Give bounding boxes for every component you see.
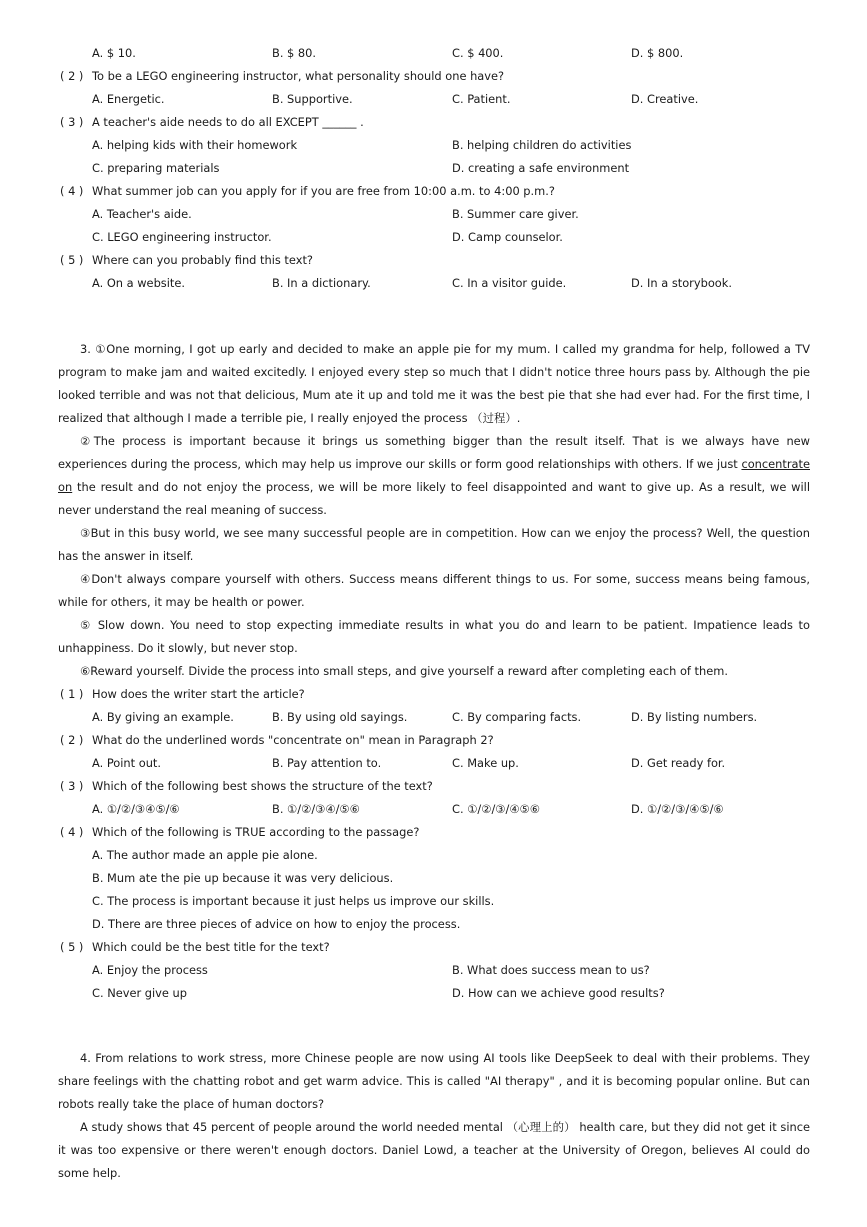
options-row	[0, 272, 867, 294]
options-row	[0, 752, 867, 774]
question-number: ( 3 )	[60, 115, 84, 129]
option[interactable]: A. On a website.	[92, 276, 185, 290]
option[interactable]: B. Supportive.	[272, 92, 353, 106]
option[interactable]: B. In a dictionary.	[272, 276, 371, 290]
question-text: What do the underlined words "concentrate on" mean in Paragraph 2?	[92, 733, 494, 747]
options-row	[0, 706, 867, 728]
option[interactable]: C. ①/②/③/④⑤⑥	[452, 802, 540, 816]
options-row	[0, 203, 867, 225]
option[interactable]: D. Creative.	[631, 92, 699, 106]
passage-paragraph: ③But in this busy world, we see many successful people are in competition. How can we enjoy the process? Well, the question has the answer in itself.	[58, 526, 810, 563]
option[interactable]: A. $ 10.	[92, 46, 136, 60]
passage-paragraph: 4. From relations to work stress, more Chinese people are now using AI tools like DeepSeek to deal with their problems. They share feelings with the chatting robot and get warm advice. This is called "AI therapy" , and it is becoming popular online. But can robots really take the place of human doctors?	[58, 1051, 810, 1111]
option[interactable]: A. Enjoy the process	[92, 963, 208, 977]
question	[0, 683, 867, 705]
option[interactable]: A. The author made an apple pie alone.	[92, 848, 318, 862]
option[interactable]: C. preparing materials	[92, 161, 220, 175]
option[interactable]: B. helping children do activities	[452, 138, 632, 152]
option[interactable]: D. How can we achieve good results?	[452, 986, 665, 1000]
option[interactable]: C. By comparing facts.	[452, 710, 582, 724]
question-text: Which could be the best title for the text?	[92, 940, 330, 954]
option[interactable]: C. Patient.	[452, 92, 511, 106]
question-text: Which of the following best shows the structure of the text?	[92, 779, 433, 793]
options-row	[0, 134, 867, 156]
question-text: Where can you probably find this text?	[92, 253, 313, 267]
options-row	[0, 798, 867, 820]
passage-paragraph: ⑥Reward yourself. Divide the process into small steps, and give yourself a reward after completing each of them.	[80, 664, 728, 678]
question-number: ( 5 )	[60, 253, 84, 267]
options-row	[0, 959, 867, 981]
question-number: ( 2 )	[60, 69, 84, 83]
passage-paragraph	[58, 430, 810, 522]
passage-paragraph: ④Don't always compare yourself with others. Success means different things to us. For some, success means being famous, while for others, it may be health or power.	[58, 572, 810, 609]
question	[0, 65, 867, 87]
option[interactable]: D. ①/②/③/④⑤/⑥	[631, 802, 724, 816]
option[interactable]: A. By giving an example.	[92, 710, 234, 724]
option[interactable]: C. In a visitor guide.	[452, 276, 567, 290]
option[interactable]: A. ①/②/③④⑤/⑥	[92, 802, 180, 816]
option[interactable]: D. There are three pieces of advice on how to enjoy the process.	[92, 917, 461, 931]
options-row	[0, 88, 867, 110]
option[interactable]: A. Energetic.	[92, 92, 165, 106]
question	[0, 775, 867, 797]
options-row	[0, 844, 867, 866]
passage-paragraph: 3. ①One morning, I got up early and decided to make an apple pie for my mum. I called my grandma for help, followed a TV program to make jam and waited excitedly. I enjoyed every step so much that I didn't notice three hours pass by. Although the pie looked terrible and was not that delicious, Mum ate it up and told me it was the best pie that she had ever had. For the first time, I realized that although I made a terrible pie, I really enjoyed the process （过程）.	[58, 342, 810, 425]
question-text: A teacher's aide needs to do all EXCEPT ______ .	[92, 115, 364, 129]
option[interactable]: C. $ 400.	[452, 46, 504, 60]
options-row	[0, 226, 867, 248]
option[interactable]: B. What does success mean to us?	[452, 963, 650, 977]
question	[0, 180, 867, 202]
question-text: What summer job can you apply for if you are free from 10:00 a.m. to 4:00 p.m.?	[92, 184, 555, 198]
passage-paragraph: A study shows that 45 percent of people around the world needed mental （心理上的） health care, but they did not get it since it was too expensive or there weren't enough doctors. Daniel Lowd, a teacher at the University of Oregon, believes AI could do some help.	[58, 1120, 810, 1180]
question-number: ( 5 )	[60, 940, 84, 954]
question	[0, 936, 867, 958]
paragraph-text: the result and do not enjoy the process, we will be more likely to feel disappointed and want to give up. As a result, we will never understand the real meaning of success.	[58, 480, 810, 517]
question-text: To be a LEGO engineering instructor, what personality should one have?	[92, 69, 505, 83]
option[interactable]: C. LEGO engineering instructor.	[92, 230, 272, 244]
option[interactable]: D. Camp counselor.	[452, 230, 563, 244]
option[interactable]: C. Never give up	[92, 986, 187, 1000]
option[interactable]: D. $ 800.	[631, 46, 684, 60]
option[interactable]: B. Summer care giver.	[452, 207, 579, 221]
option[interactable]: B. $ 80.	[272, 46, 317, 60]
option[interactable]: A. helping kids with their homework	[92, 138, 298, 152]
option[interactable]: B. By using old sayings.	[272, 710, 408, 724]
option[interactable]: D. By listing numbers.	[631, 710, 758, 724]
paragraph-text: ②The process is important because it brings us something bigger than the result itself. That is we always have new experiences during the process, which may help us improve our skills or form good relationships with others. If we just	[58, 434, 810, 471]
question-number: ( 2 )	[60, 733, 84, 747]
options-row	[0, 913, 867, 935]
question-number: ( 1 )	[60, 687, 84, 701]
question-number: ( 3 )	[60, 779, 84, 793]
option[interactable]: A. Teacher's aide.	[92, 207, 192, 221]
question-number: ( 4 )	[60, 825, 84, 839]
question	[0, 249, 867, 271]
options-row	[0, 982, 867, 1004]
option[interactable]: A. Point out.	[92, 756, 162, 770]
option[interactable]: D. In a storybook.	[631, 276, 732, 290]
options-row	[0, 42, 867, 64]
option[interactable]: C. Make up.	[452, 756, 519, 770]
question	[0, 729, 867, 751]
option[interactable]: D. creating a safe environment	[452, 161, 630, 175]
options-row	[0, 157, 867, 179]
question	[0, 821, 867, 843]
underlined-words: concentrate on	[58, 457, 810, 494]
option[interactable]: B. Pay attention to.	[272, 756, 382, 770]
options-row	[0, 867, 867, 889]
option[interactable]: C. The process is important because it just helps us improve our skills.	[92, 894, 495, 908]
option[interactable]: B. Mum ate the pie up because it was very delicious.	[92, 871, 394, 885]
passage-paragraph: ⑤ Slow down. You need to stop expecting immediate results in what you do and learn to be patient. Impatience leads to unhappiness. Do it slowly, but never stop.	[58, 618, 810, 655]
question-text: Which of the following is TRUE according to the passage?	[92, 825, 420, 839]
options-row	[0, 890, 867, 912]
question-text: How does the writer start the article?	[92, 687, 305, 701]
question	[0, 111, 867, 133]
option[interactable]: B. ①/②/③④/⑤⑥	[272, 802, 360, 816]
question-number: ( 4 )	[60, 184, 84, 198]
option[interactable]: D. Get ready for.	[631, 756, 726, 770]
